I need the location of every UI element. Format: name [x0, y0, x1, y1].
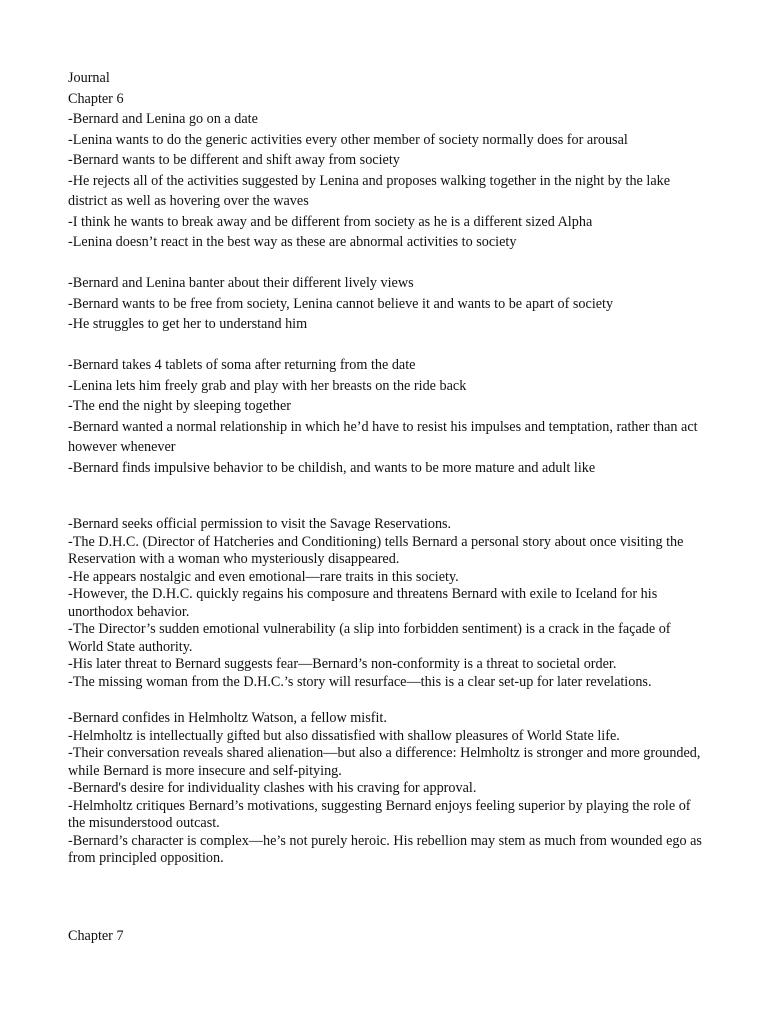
chapter-heading: Chapter 7 [68, 928, 124, 944]
note-line: -Bernard seeks official permission to visit the Savage Reservations. [68, 516, 452, 532]
notes-section-date [68, 109, 708, 253]
note-line: -Bernard wants to be free from society, Lenina cannot believe it and wants to be apart of society [68, 295, 614, 312]
notes-section-soma [68, 355, 708, 478]
note-line: -Their conversation reveals shared alienation—but also a difference: Helmholtz is stronger and more grounded, while Bernard is more insecure and self-pitying. [68, 745, 701, 779]
notes-section-helmholtz [68, 710, 708, 868]
note-line: -However, the D.H.C. quickly regains his composure and threatens Bernard with exile to Iceland for his unorthodox behavior. [68, 586, 658, 620]
document-header [68, 68, 708, 109]
note-line: -Bernard's desire for individuality clashes with his craving for approval. [68, 780, 477, 796]
note-line: -Bernard wants to be different and shift away from society [68, 152, 400, 168]
note-line: -He rejects all of the activities suggested by Lenina and proposes walking together in the night by the lake district as well as hovering over the waves [68, 172, 671, 209]
chapter-7-heading-block [68, 926, 708, 947]
note-line: -Lenina doesn’t react in the best way as these are abnormal activities to society [68, 234, 517, 250]
document-title: Journal [68, 70, 110, 86]
note-line: -Bernard and Lenina banter about their different lively views [68, 275, 414, 291]
note-line: -Lenina wants to do the generic activities every other member of society normally does for arousal [68, 131, 628, 148]
note-line: -I think he wants to break away and be different from society as he is a different sized Alpha [68, 213, 593, 230]
note-line: -Bernard and Lenina go on a date [68, 111, 258, 127]
note-line: -The missing woman from the D.H.C.’s story will resurface—this is a clear set-up for later revelations. [68, 673, 652, 690]
notes-section-dhc [68, 516, 708, 691]
note-line: -The end the night by sleeping together [68, 398, 291, 414]
note-line: -Helmholtz is intellectually gifted but also dissatisfied with shallow pleasures of World State life. [68, 727, 620, 744]
note-line: -Lenina lets him freely grab and play with her breasts on the ride back [68, 377, 467, 394]
chapter-heading: Chapter 6 [68, 90, 124, 107]
note-line: -Bernard confides in Helmholtz Watson, a fellow misfit. [68, 710, 387, 726]
note-line: -His later threat to Bernard suggests fear—Bernard’s non-conformity is a threat to societal order. [68, 656, 617, 672]
note-line: -Bernard takes 4 tablets of soma after returning from the date [68, 357, 416, 373]
note-line: -Helmholtz critiques Bernard’s motivations, suggesting Bernard enjoys feeling superior by playing the role of the misunderstood outcast. [68, 797, 691, 831]
note-line: -Bernard wanted a normal relationship in which he’d have to resist his impulses and temptation, rather than act however whenever [68, 418, 698, 455]
notes-section-banter [68, 273, 708, 335]
note-line: -The D.H.C. (Director of Hatcheries and Conditioning) tells Bernard a personal story about once visiting the Reservation with a woman who mysteriously disappeared. [68, 533, 684, 567]
note-line: -Bernard finds impulsive behavior to be childish, and wants to be more mature and adult like [68, 459, 596, 476]
note-line: -The Director’s sudden emotional vulnerability (a slip into forbidden sentiment) is a crack in the façade of World State authority. [68, 621, 671, 655]
note-line: -Bernard’s character is complex—he’s not purely heroic. His rebellion may stem as much from wounded ego as from principled opposition. [68, 832, 702, 866]
note-line: -He struggles to get her to understand him [68, 316, 308, 332]
note-line: -He appears nostalgic and even emotional—rare traits in this society. [68, 568, 459, 585]
